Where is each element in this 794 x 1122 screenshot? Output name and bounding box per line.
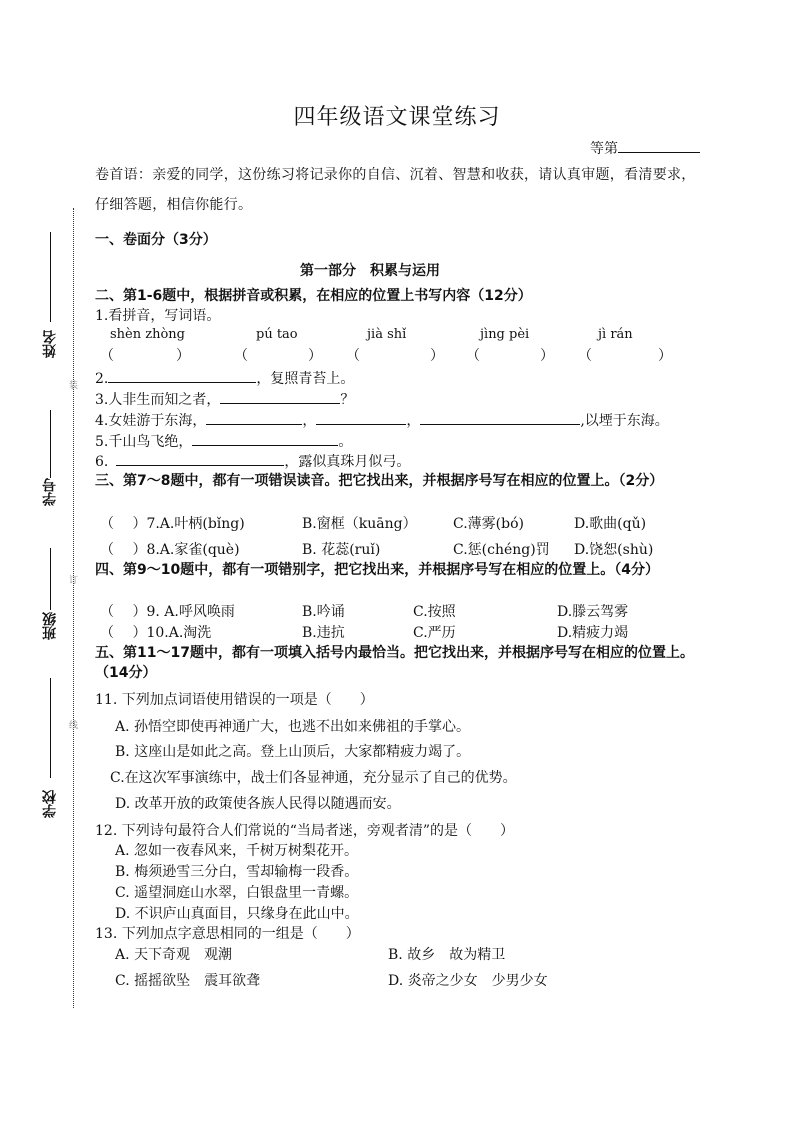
q13-option-b: B. 故乡 故为精卫 xyxy=(388,947,506,963)
q12-option-a: A. 忽如一夜春风来，千树万树梨花开。 xyxy=(115,843,359,859)
answer-box-2[interactable]: （ ） xyxy=(234,348,322,364)
q13-option-a: A. 天下奇观 观潮 xyxy=(115,947,233,963)
sidebar-number-label: 学号 xyxy=(42,478,58,506)
q2: 2. ，复照青苔上。 xyxy=(95,368,354,388)
q11-option-c: C.在这次军事演练中，战士们各显神通，充分显示了自己的优势。 xyxy=(110,770,517,786)
part-1-heading: 第一部分 积累与运用 xyxy=(300,263,440,279)
q7-option-b: B.窗框（kuāng） xyxy=(302,516,417,532)
q13-option-d: D. 炎帝之少女 少男少女 xyxy=(388,973,548,989)
class-blank-line xyxy=(50,548,51,610)
answer-box-3[interactable]: （ ） xyxy=(346,348,444,364)
sidebar-name-label: 姓名 xyxy=(42,330,58,358)
q10-option-c: C.严历 xyxy=(413,625,456,641)
grade-blank[interactable] xyxy=(618,138,700,153)
q8-stem: （ ）8.A.家雀(què) xyxy=(100,542,240,558)
page-title: 四年级语文课堂练习 xyxy=(293,105,501,130)
q9-stem: （ ）9. A.呼风唤雨 xyxy=(100,604,235,620)
section-4-heading: 四、第9～10题中，都有一项错别字，把它找出来，并根据序号写在相应的位置上。（4分） xyxy=(95,562,659,578)
q5: 5.千山鸟飞绝， 。 xyxy=(95,431,352,451)
binding-note: 装 xyxy=(67,380,77,389)
q8-option-c: C.惩(chéng)罚 xyxy=(453,542,550,558)
q7-stem: （ ）7.A.叶柄(bǐng) xyxy=(100,516,245,532)
q3-blank[interactable] xyxy=(220,389,340,404)
binding-note: 线 xyxy=(67,720,77,729)
q6: 6. ，露似真珠月似弓。 xyxy=(95,451,410,471)
q3: 3.人非生而知之者， ？ xyxy=(95,389,354,409)
q11-option-a: A. 孙悟空即使再神通广大，也逃不出如来佛祖的手掌心。 xyxy=(115,719,471,735)
q7-option-c: C.薄雾(bó) xyxy=(453,516,524,532)
q9-option-b: B.吟诵 xyxy=(302,604,345,620)
section-5-heading: 五、第11～17题中，都有一项填入括号内最恰当。把它找出来，并根据序号写在相应的位置上。（14分） xyxy=(95,645,694,681)
q2-blank[interactable] xyxy=(108,368,256,383)
q13-stem: 13. 下列加点字意思相同的一组是（ ） xyxy=(95,926,360,942)
section-2-heading: 二、第1-6题中，根据拼音或积累，在相应的位置上书写内容（12分） xyxy=(95,288,532,304)
sidebar-class-label: 班级 xyxy=(42,612,58,640)
answer-box-1[interactable]: （ ） xyxy=(100,348,190,364)
q8-option-b: B. 花蕊(ruǐ) xyxy=(302,542,381,558)
name-blank-line xyxy=(50,232,51,322)
intro-text: 卷首语：亲爱的同学，这份练习将记录你的自信、沉着、智慧和收获，请认真审题，看清要求，仔细答题，相信你能行。 xyxy=(95,167,696,213)
q10-option-b: B.违抗 xyxy=(302,625,345,641)
q5-blank[interactable] xyxy=(192,431,338,446)
section-3-heading: 三、第7～8题中，都有一项错误读音。把它找出来，并根据序号写在相应的位置上。（2分） xyxy=(95,473,664,489)
pinyin-2: pú tao xyxy=(256,327,298,342)
number-blank-line xyxy=(50,410,51,478)
q1-label: 1.看拼音，写词语。 xyxy=(95,308,221,324)
binding-note: 订 xyxy=(67,575,77,584)
sidebar-school-label: 学校 xyxy=(42,790,58,818)
pinyin-1: shèn zhòng xyxy=(110,327,185,342)
school-blank-line xyxy=(50,678,51,778)
binding-dotted-line xyxy=(73,208,74,1008)
q6-blank[interactable] xyxy=(116,451,284,466)
section-1-heading: 一、卷面分（3分） xyxy=(95,232,217,248)
q8-option-d: D.饶恕(shù) xyxy=(574,542,654,558)
q11-stem: 11. 下列加点词语使用错误的一项是（ ） xyxy=(95,692,374,708)
q10-option-d: D.精疲力竭 xyxy=(557,625,629,641)
q12-option-c: C. 遥望洞庭山水翠，白银盘里一青螺。 xyxy=(115,885,359,901)
grade-label: 等第 xyxy=(590,141,618,157)
grade-field xyxy=(590,138,700,158)
q11-option-d: D. 改革开放的政策使各族人民得以随遇而安。 xyxy=(115,796,401,812)
q10-stem: （ ）10.A.淘洗 xyxy=(100,625,212,641)
q12-stem: 12. 下列诗句最符合人们常说的“当局者迷，旁观者清”的是（ ） xyxy=(95,823,515,839)
q9-option-d: D.滕云驾雾 xyxy=(557,604,629,620)
q4-blank-2[interactable] xyxy=(316,410,406,425)
q7-option-d: D.歌曲(qǔ) xyxy=(574,516,647,532)
q9-option-c: C.按照 xyxy=(413,604,456,620)
q12-option-b: B. 梅须逊雪三分白，雪却输梅一段香。 xyxy=(115,864,359,880)
q4-blank-1[interactable] xyxy=(206,410,302,425)
answer-box-5[interactable]: （ ） xyxy=(578,348,672,364)
q13-option-c: C. 摇摇欲坠 震耳欲聋 xyxy=(115,973,261,989)
q4: 4.女娃游于东海， ， ， ,以堙于东海。 xyxy=(95,410,669,430)
q4-blank-3[interactable] xyxy=(420,410,580,425)
pinyin-5: jì rán xyxy=(598,327,633,342)
answer-box-4[interactable]: （ ） xyxy=(466,348,554,364)
q12-option-d: D. 不识庐山真面目，只缘身在此山中。 xyxy=(115,906,359,922)
q11-option-b: B. 这座山是如此之高。登上山顶后，大家都精疲力竭了。 xyxy=(115,744,471,760)
pinyin-4: jìng pèi xyxy=(480,327,530,342)
pinyin-3: jià shǐ xyxy=(367,327,407,342)
